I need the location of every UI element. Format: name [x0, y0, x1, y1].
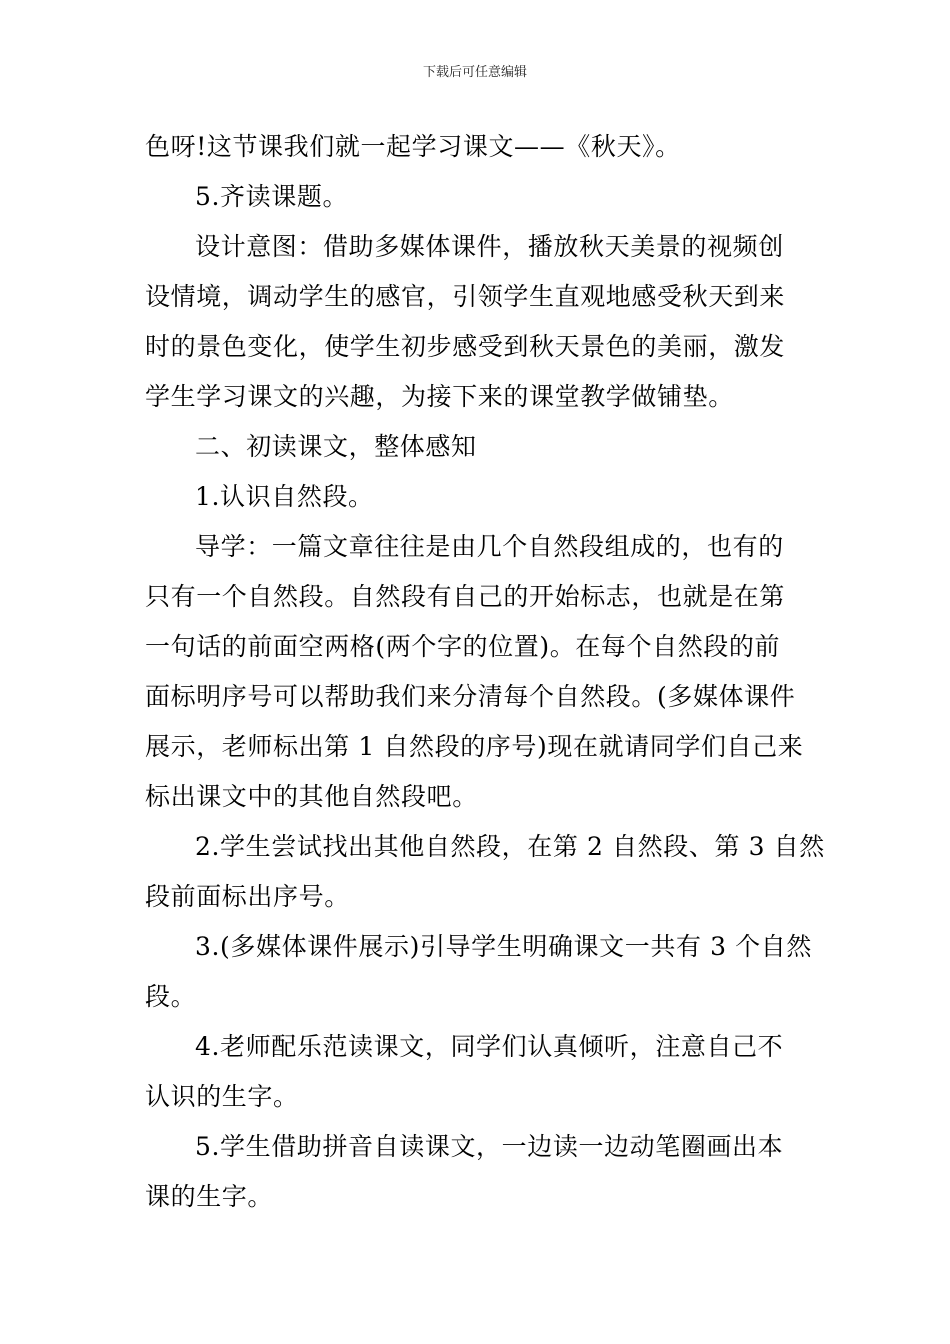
text-line: 一句话的前面空两格(两个字的位置)。在每个自然段的前: [145, 632, 781, 661]
text-line: 展示，老师标出第 1 自然段的序号)现在就请同学们自己来: [145, 732, 804, 761]
text-line: 5.学生借助拼音自读课文，一边读一边动笔圈画出本: [195, 1132, 784, 1161]
text-line: 导学：一篇文章往往是由几个自然段组成的，也有的: [195, 532, 784, 561]
document-body: [145, 122, 825, 1222]
paragraph: [145, 1022, 810, 1122]
text-line: 时的景色变化，使学生初步感受到秋天景色的美丽，激发: [145, 332, 786, 361]
text-line: 二、初读课文，整体感知: [195, 432, 477, 461]
text-line: 4.老师配乐范读课文，同学们认真倾听，注意自己不: [195, 1032, 784, 1061]
paragraph: [145, 922, 810, 1022]
paragraph: [145, 122, 810, 172]
text-line: 课的生字。: [145, 1182, 274, 1211]
page-header: 下载后可任意编辑: [422, 65, 527, 80]
text-line: 设情境，调动学生的感官，引领学生直观地感受秋天到来: [145, 282, 786, 311]
text-line: 段。: [145, 982, 197, 1011]
text-line: 色呀!这节课我们就一起学习课文——《秋天》。: [145, 132, 681, 161]
text-line: 1.认识自然段。: [195, 482, 374, 511]
text-line: 3.(多媒体课件展示)引导学生明确课文一共有 3 个自然: [195, 932, 812, 961]
paragraph: [145, 172, 810, 222]
text-line: 标出课文中的其他自然段吧。: [145, 782, 478, 811]
paragraph: [145, 472, 810, 522]
text-line: 2.学生尝试找出其他自然段，在第 2 自然段、第 3 自然: [195, 832, 825, 861]
paragraph: [145, 822, 825, 922]
text-line: 学生学习课文的兴趣，为接下来的课堂教学做铺垫。: [145, 382, 734, 411]
text-line: 面标明序号可以帮助我们来分清每个自然段。(多媒体课件: [145, 682, 796, 711]
paragraph: [145, 222, 810, 422]
text-line: 5.齐读课题。: [195, 182, 349, 211]
text-line: 只有一个自然段。自然段有自己的开始标志，也就是在第: [145, 582, 786, 611]
paragraph: [145, 522, 810, 822]
paragraph: [145, 1122, 810, 1222]
text-line: 段前面标出序号。: [145, 882, 350, 911]
section-heading: [145, 422, 810, 472]
text-line: 认识的生字。: [145, 1082, 299, 1111]
text-line: 设计意图：借助多媒体课件，播放秋天美景的视频创: [195, 232, 784, 261]
